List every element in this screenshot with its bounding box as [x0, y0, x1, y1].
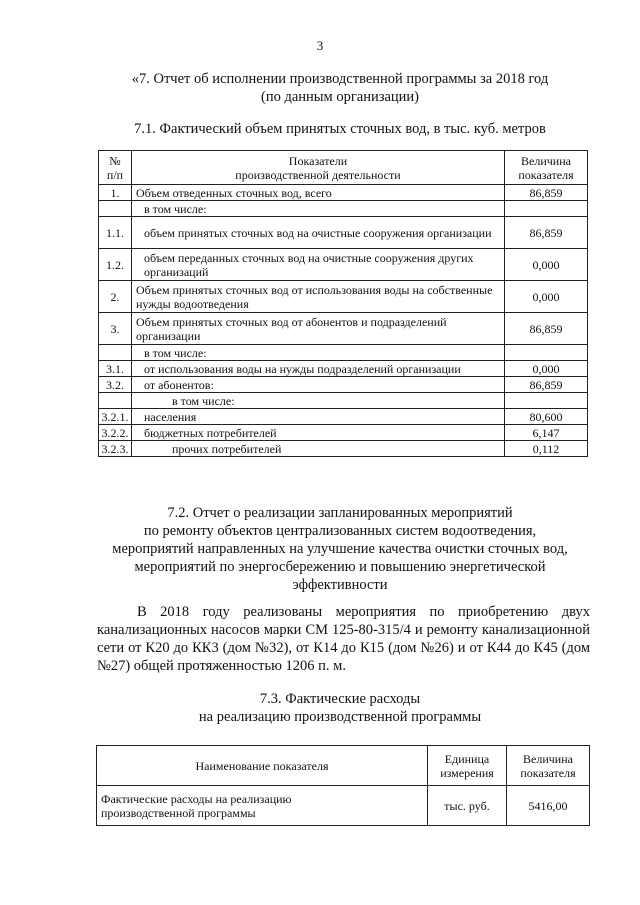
table-row	[99, 185, 588, 201]
row-number-cell: 3.	[99, 313, 132, 345]
row-name-cell: прочих потребителей	[132, 441, 505, 457]
row-value-cell: 6,147	[505, 425, 588, 441]
section-3-line-1: 7.3. Фактические расходы	[259, 691, 421, 707]
row-value-cell: 86,859	[505, 217, 588, 249]
col-name-header: Показатели производственной деятельности	[132, 151, 505, 185]
row-name-cell: в том числе:	[132, 393, 505, 409]
row-value-cell: 86,859	[505, 185, 588, 201]
activities-paragraph: В 2018 году реализованы мероприятия по приобретению двух канализационных насосов марки СМ 125-80-315/4 и ремонту канализационной сети от К20 до КК3 (дом №32), от К14 до К15 (дом №26) и от К44 до К45 (дом №27) общей протяженностью 1206 п. м.	[97, 604, 590, 674]
row-value-cell: 0,000	[505, 361, 588, 377]
expenses-row	[97, 786, 590, 826]
row-value-cell: 86,859	[505, 377, 588, 393]
row-value-cell	[505, 345, 588, 361]
expenses-header-row	[97, 746, 590, 786]
page-number: 3	[316, 38, 324, 53]
row-number-cell: 3.1.	[99, 361, 132, 377]
row-value-cell	[505, 393, 588, 409]
row-name-cell: Объем отведенных сточных вод, всего	[132, 185, 505, 201]
row-value-cell	[505, 201, 588, 217]
table-row	[99, 361, 588, 377]
row-number-cell: 2.	[99, 281, 132, 313]
row-number-cell: 3.2.1.	[99, 409, 132, 425]
row-name-cell: бюджетных потребителей	[132, 425, 505, 441]
row-name-cell: населения	[132, 409, 505, 425]
section-2-line-5: эффективности	[292, 577, 388, 593]
row-number-cell: 3.2.	[99, 377, 132, 393]
table-row	[99, 441, 588, 457]
row-number-cell: 3.2.2.	[99, 425, 132, 441]
expenses-name-cell: Фактические расходы на реализацию производственной программы	[97, 786, 428, 826]
table-row	[99, 393, 588, 409]
row-name-cell: в том числе:	[132, 201, 505, 217]
section-3-title	[60, 690, 620, 726]
table-row	[99, 281, 588, 313]
row-value-cell: 80,600	[505, 409, 588, 425]
table-row	[99, 377, 588, 393]
row-number-cell	[99, 201, 132, 217]
title-line-2: (по данным организации)	[260, 89, 419, 105]
table-row	[99, 217, 588, 249]
table-row	[99, 425, 588, 441]
col-num-header: № п/п	[99, 151, 132, 185]
table-row	[99, 201, 588, 217]
row-number-cell: 1.2.	[99, 249, 132, 281]
row-number-cell: 1.	[99, 185, 132, 201]
table-row	[99, 409, 588, 425]
section-2-title	[60, 504, 620, 594]
section-2-line-3: мероприятий направленных на улучшение качества очистки сточных вод,	[112, 541, 568, 557]
row-name-cell: объем принятых сточных вод на очистные сооружения организации	[132, 217, 505, 249]
expenses-value-cell: 5416,00	[507, 786, 590, 826]
row-name-cell: Объем принятых сточных вод от использования воды на собственные нужды водоотведения	[132, 281, 505, 313]
report-title	[60, 70, 620, 106]
table-header-row	[99, 151, 588, 185]
row-number-cell: 3.2.3.	[99, 441, 132, 457]
row-value-cell: 86,859	[505, 313, 588, 345]
row-value-cell: 0,000	[505, 281, 588, 313]
col-value-header: Величина показателя	[507, 746, 590, 786]
row-name-cell: от абонентов:	[132, 377, 505, 393]
table-row	[99, 345, 588, 361]
row-number-cell	[99, 393, 132, 409]
row-value-cell: 0,112	[505, 441, 588, 457]
col-unit-header: Единица измерения	[428, 746, 507, 786]
section-2-line-2: по ремонту объектов централизованных систем водоотведения,	[143, 523, 537, 539]
section-3-line-2: на реализацию производственной программы	[198, 709, 482, 725]
expenses-unit-cell: тыс. руб.	[428, 786, 507, 826]
row-name-cell: в том числе:	[132, 345, 505, 361]
row-name-cell: Объем принятых сточных вод от абонентов и подразделений организации	[132, 313, 505, 345]
row-number-cell	[99, 345, 132, 361]
wastewater-volume-table	[98, 150, 588, 457]
row-number-cell: 1.1.	[99, 217, 132, 249]
row-name-cell: объем переданных сточных вод на очистные сооружения других организаций	[132, 249, 505, 281]
row-name-cell: от использования воды на нужды подразделений организации	[132, 361, 505, 377]
table-row	[99, 249, 588, 281]
title-line-1: «7. Отчет об исполнении производственной программы за 2018 год	[131, 71, 549, 87]
expenses-table	[96, 745, 590, 826]
table-row	[99, 313, 588, 345]
col-indicator-header: Наименование показателя	[97, 746, 428, 786]
section-2-line-1: 7.2. Отчет о реализации запланированных мероприятий	[167, 505, 513, 521]
section-1-title: 7.1. Фактический объем принятых сточных вод, в тыс. куб. метров	[134, 121, 546, 137]
row-value-cell: 0,000	[505, 249, 588, 281]
col-value-header: Величина показателя	[505, 151, 588, 185]
section-2-line-4: мероприятий по энергосбережению и повышению энергетической	[134, 559, 546, 575]
